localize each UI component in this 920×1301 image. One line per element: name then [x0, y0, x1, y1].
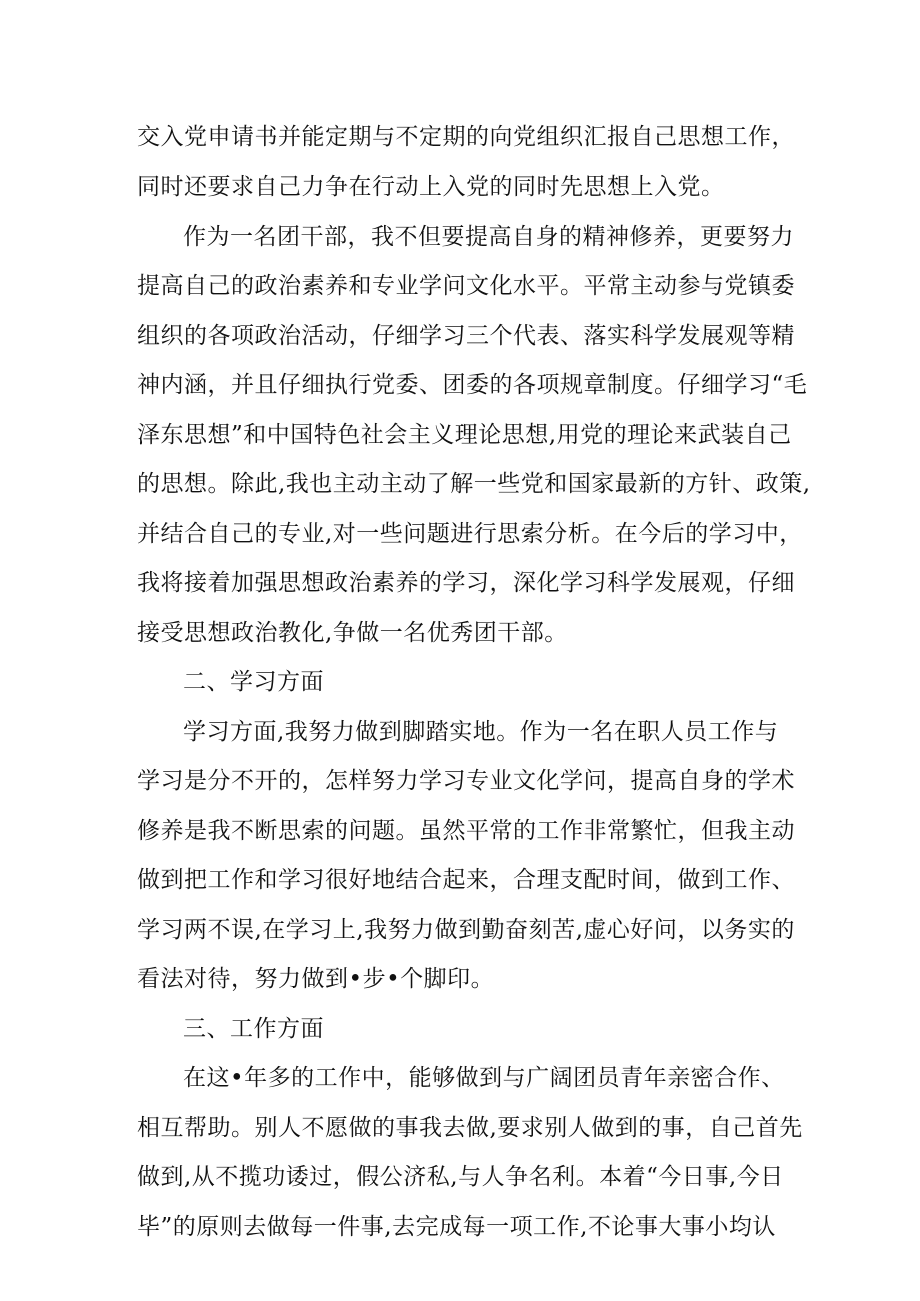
- body-text-line: 我将接着加强思想政治素养的学习，深化学习科学发展观，仔细: [137, 570, 795, 596]
- section-heading-work: 三、工作方面: [183, 1016, 324, 1042]
- section-heading-study: 二、学习方面: [183, 669, 324, 695]
- body-text-line: 做到把工作和学习很好地结合起来，合理支配时间，做到工作、: [137, 867, 795, 893]
- paragraph-start-line: 在这•年多的工作中，能够做到与广阔团员青年亲密合作、: [183, 1065, 785, 1091]
- body-text-line: 学习是分不开的，怎样努力学习专业文化学问，提高自身的学术: [137, 768, 795, 794]
- body-text-line: 同时还要求自己力争在行动上入党的同时先思想上入党。: [137, 174, 725, 200]
- body-text-line: 毕”的原则去做每一件事,去完成每一项工作,不论事大事小均认: [137, 1214, 776, 1240]
- body-text-line: 接受思想政治教化,争做一名优秀团干部。: [137, 620, 568, 646]
- body-text-line: 组织的各项政治活动，仔细学习三个代表、落实科学发展观等精: [137, 323, 795, 349]
- body-text-line: 提高自己的政治素养和专业学问文化水平。平常主动参与党镇委: [137, 273, 795, 299]
- body-text-line: 交入党申请书并能定期与不定期的向党组织汇报自己思想工作，: [137, 124, 795, 150]
- paragraph-start-line: 学习方面,我努力做到脚踏实地。作为一名在职人员工作与: [183, 719, 779, 745]
- paragraph-start-line: 作为一名团干部，我不但要提高自身的精神修养，更要努力: [183, 224, 794, 250]
- body-text-line: 并结合自己的专业,对一些问题进行思索分析。在今后的学习中，: [137, 521, 803, 547]
- body-text-line: 做到,从不揽功诿过，假公济私,与人争名利。本着“今日事,今日: [137, 1164, 784, 1190]
- body-text-line: 学习两不误,在学习上,我努力做到勤奋刻苦,虚心好问，以务实的: [137, 917, 795, 943]
- body-text-line: 相互帮助。别人不愿做的事我去做,要求别人做到的事，自己首先: [137, 1115, 803, 1141]
- body-text-line: 修养是我不断思索的问题。虽然平常的工作非常繁忙，但我主动: [137, 818, 795, 844]
- body-text-line: 看法对待，努力做到•步•个脚印。: [137, 966, 495, 992]
- body-text-line: 神内涵，并且仔细执行党委、团委的各项规章制度。仔细学习“毛: [137, 372, 808, 398]
- body-text-line: 的思想。除此,我也主动主动了解一些党和国家最新的方针、政策,: [137, 471, 811, 497]
- body-text-line: 泽东思想”和中国特色社会主义理论思想,用党的理论来武装自己: [137, 422, 792, 448]
